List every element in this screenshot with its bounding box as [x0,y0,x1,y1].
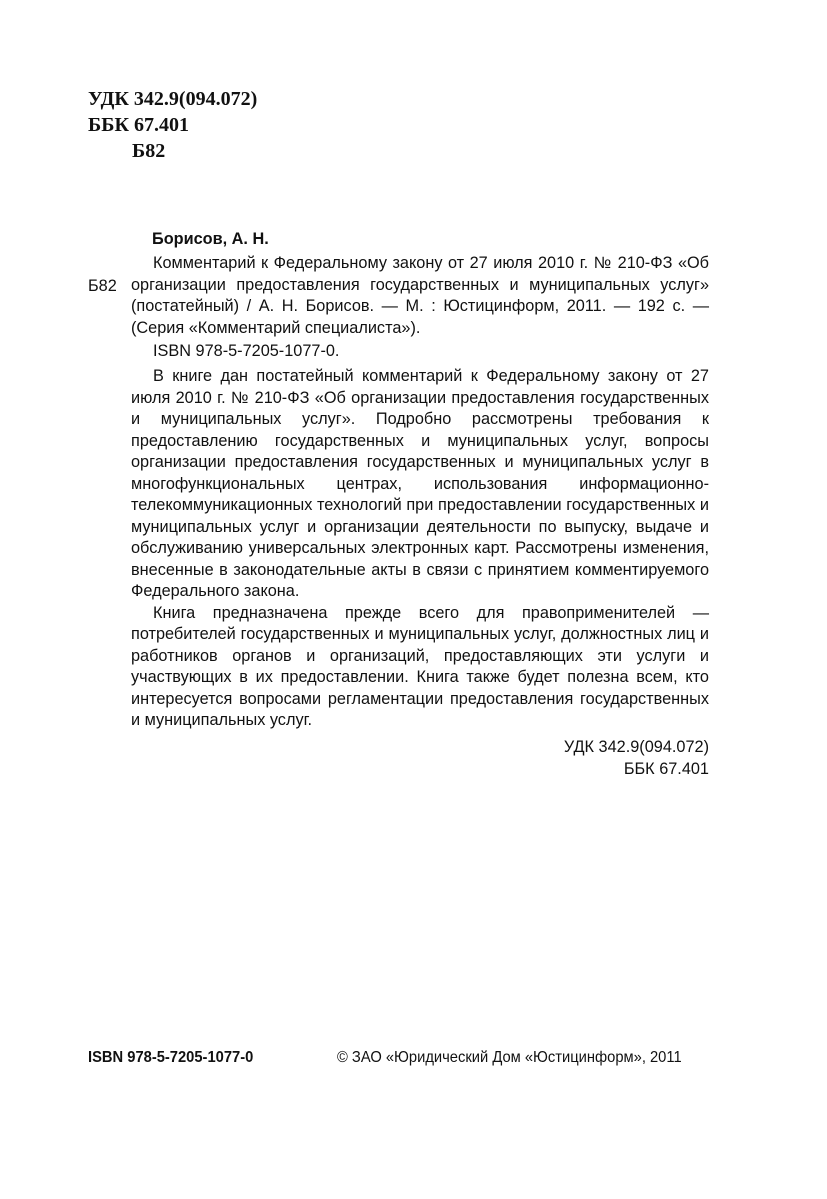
bibliographic-record [131,253,709,363]
udk-code: УДК 342.9(094.072) [88,88,258,110]
annotation-paragraph-1: В книге дан постатейный комментарий к Федеральному закону от 27 июля 2010 г. № 210-ФЗ «Об организации предоставления государственных и муниципальных услуг». Подробно рассмотрены требования к предоставлению государственных и муниципальных услуг, вопросы организации предоставления государственных и муниципальных услуг в многофункциональных центрах, использования информационно-телекоммуникационных технологий при предоставлении государственных и муниципальных услуг и организации деятельности по выпуску, выдаче и обслуживанию универсальных электронных карт. Рассмотрены изменения, внесенные в законодательные акты в связи с принятием комментируемого Федерального закона. [131,367,709,600]
bbk-code: ББК 67.401 [88,114,189,136]
author-sign-side: Б82 [88,277,117,295]
bibliographic-description: Комментарий к Федеральному закону от 27 июля 2010 г. № 210-ФЗ «Об организации предоставления государственных и муниципальных услуг» (постатейный) / А. Н. Борисов. — М. : Юстицинформ, 2011. — 192 с. — (Серия «Комментарий специалиста»). [131,254,709,337]
bottom-bbk-code: ББК 67.401 [623,759,709,778]
bottom-udk-code: УДК 342.9(094.072) [563,738,709,756]
author-sign-code: Б82 [132,140,166,162]
footer-isbn: ISBN 978-5-7205-1077-0 [88,1049,254,1066]
classification-block [88,86,257,164]
record-isbn: ISBN 978-5-7205-1077-0. [153,342,340,360]
footer-copyright: © ЗАО «Юридический Дом «Юстицинформ», 2011 [337,1049,682,1066]
annotation-paragraph-2: Книга предназначена прежде всего для правоприменителей — потребителей государственных и муниципальных услуг, должностных лиц и работников органов и организаций, предоставляющих эти услуги и участвующих в их предоставлении. Книга также будет полезна всем, кто интересуется вопросами регламентации предоставления государственных и муниципальных услуг. [131,603,709,729]
annotation [131,366,709,732]
author-name: Борисов, А. Н. [152,230,269,248]
bottom-classification [564,737,709,780]
